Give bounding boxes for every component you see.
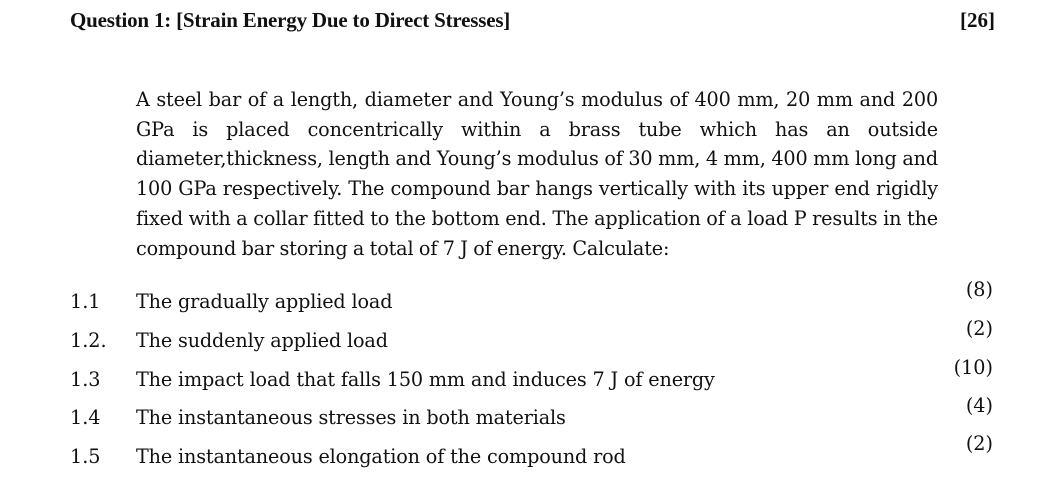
sub-question-number: 1.5	[70, 445, 101, 468]
question-intro-paragraph: A steel bar of a length, diameter and Young’s modulus of 400 mm, 20 mm and 200 GPa is placed concentrically within a brass tube which has an outside diameter,thickness, length and Young’s modulus of 30 mm, 4 mm, 400 mm long and 100 GPa respectively. The compound bar hangs vertically with its upper end rigidly fixed with a collar fitted to the bottom end. The application of a load P results in the compound bar storing a total of 7 J of energy. Calculate:	[136, 88, 938, 260]
question-title: Question 1: [Strain Energy Due to Direct Stresses]	[70, 8, 511, 32]
sub-question-marks: (8)	[965, 278, 993, 301]
sub-question-text: The impact load that falls 150 mm and induces 7 J of energy	[136, 368, 715, 391]
sub-question-text: The instantaneous stresses in both materials	[136, 406, 566, 429]
sub-question-number: 1.4	[70, 406, 101, 429]
sub-question-text: The gradually applied load	[136, 290, 393, 313]
question-total-marks: [26]	[960, 8, 995, 32]
sub-question-text: The suddenly applied load	[136, 329, 388, 352]
sub-question-marks: (10)	[953, 356, 993, 379]
sub-question-number: 1.3	[70, 368, 101, 391]
sub-question-marks: (4)	[965, 394, 993, 417]
sub-question-marks: (2)	[965, 432, 993, 455]
sub-question-marks: (2)	[965, 317, 993, 340]
sub-question-text: The instantaneous elongation of the compound rod	[136, 445, 626, 468]
sub-question-number: 1.1	[70, 290, 101, 313]
sub-question-number: 1.2.	[70, 329, 107, 352]
